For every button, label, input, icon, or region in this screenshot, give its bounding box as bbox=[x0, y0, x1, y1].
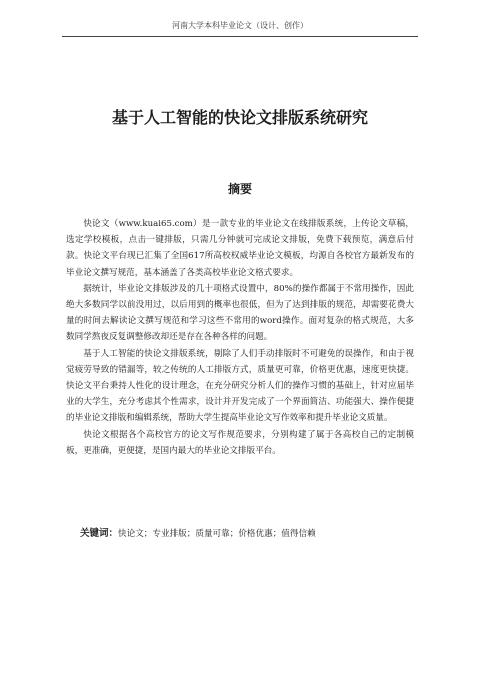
keywords-label: 关键词： bbox=[80, 528, 119, 539]
abstract-paragraph-2: 据统计，毕业论文排版涉及的几十项格式设置中，80%的操作都属于不常用操作，因此绝大多数同学以前没用过，以后用到的概率也很低，但为了达到排版的规范，却需要花费大量的时间去解读论文撰写规范和学习这些不常用的word操作。面对复杂的格式规范，大多数同学熬夜反复调整修改却还是存在各种各样的问题。 bbox=[66, 283, 414, 343]
keywords-line bbox=[80, 526, 414, 542]
abstract-paragraph-3: 基于人工智能的快论文排版系统，剔除了人们手动排版时不可避免的误操作，和由于视觉疲劳导致的错漏等，较之传统的人工排版方式，质量更可靠，价格更优惠，速度更快捷。快论文平台秉持人性化的设计理念，在充分研究分析人们的操作习惯的基础上，针对应届毕业的大学生，充分考虑其个性需求，设计并开发完成了一个界面简洁、功能强大、操作便捷的毕业论文排版和编辑系统，帮助大学生提高毕业论文写作效率和提升毕业论文质量。 bbox=[66, 348, 414, 424]
abstract-paragraph-1: 快论文（www.kuai65.com）是一款专业的毕业论文在线排版系统，上传论文草稿，选定学校模板，点击一键排版，只需几分钟就可完成论文排版，免费下载预览，满意后付款。快论文平台现已汇集了全国617所高校权威毕业论文模板，均源自各校官方最新发布的毕业论文撰写规范，基本涵盖了各类高校毕业论文格式要求。 bbox=[66, 219, 414, 278]
keywords-text: 快论文；专业排版；质量可靠；价格优惠；值得信赖 bbox=[118, 529, 316, 539]
paper-title: 基于人工智能的快论文排版系统研究 bbox=[111, 108, 368, 127]
header-rule bbox=[62, 36, 418, 37]
abstract-paragraph-4: 快论文根据各个高校官方的论文写作规范要求，分别构建了属于各高校自己的定制模板，更准确，更便捷，是国内最大的毕业论文排版平台。 bbox=[66, 429, 414, 456]
running-header: 河南大学本科毕业论文（设计、创作） bbox=[172, 21, 308, 30]
abstract-body bbox=[66, 216, 414, 459]
abstract-heading: 摘要 bbox=[227, 182, 252, 196]
